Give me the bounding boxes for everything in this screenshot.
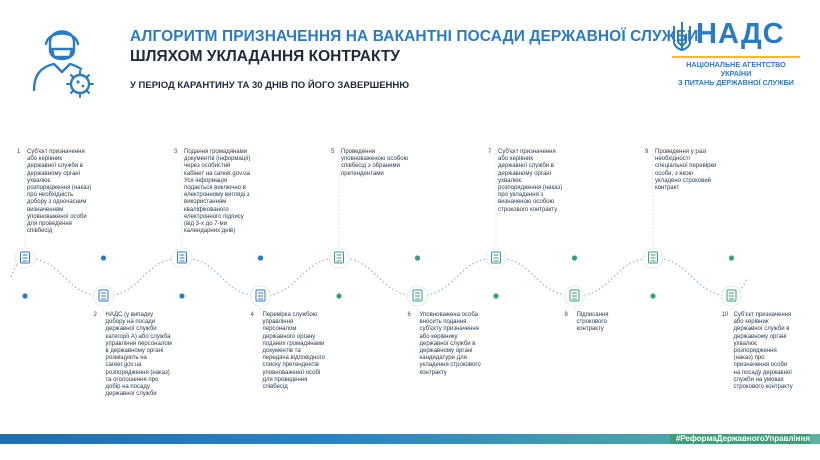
step-number: 7 bbox=[488, 149, 492, 155]
step-text: Підписання строкового контракту bbox=[576, 312, 609, 333]
logo-subtitle-line1: НАЦІОНАЛЬНЕ АГЕНТСТВО УКРАЇНИ bbox=[686, 60, 786, 78]
step-dot bbox=[572, 255, 577, 260]
step-dot bbox=[650, 293, 655, 298]
footer-hashtag: #РеформаДержавногоУправління bbox=[670, 434, 810, 444]
footer bbox=[0, 434, 820, 444]
step-text: Проведення уповноваженою особою співбесід з обраними претендентами bbox=[341, 149, 409, 177]
step-text: Перевірка службою управління персоналом державного органу поданих громадянами документів та передача відповідного списку претендентів уповноваженої особі для проведення співбесід bbox=[262, 312, 326, 391]
step-number: 4 bbox=[250, 312, 254, 318]
timeline-wave bbox=[11, 258, 748, 296]
step-dot bbox=[22, 293, 27, 298]
step-number: 3 bbox=[174, 149, 178, 155]
step-text: Суб'єкт призначення або керівник державної служби в державному органі ухвалює розпорядження (наказ) про призначення особи на посаду державної служби на умовах строкового контракту bbox=[733, 312, 793, 391]
step-text: НАДС (у випадку добору на посади державної служби категорії А) або служба управління персоналом в державному органі розміщують на career.gov.ua розпорядження (наказ) та оголошення про добір на посаду державної служби bbox=[105, 312, 172, 398]
page-title-line1: АЛГОРИТМ ПРИЗНАЧЕННЯ НА ВАКАНТНІ ПОСАДИ ДЕРЖАВНОЇ СЛУЖБИ bbox=[130, 28, 699, 45]
step-text: Суб'єкт призначення або керівник державної служби в державному органі ухвалює розпорядження (наказ) про необхідність добору з одночасним визначенням уповноваженої особи для проведення співбесід bbox=[27, 149, 92, 235]
step-number: 1 bbox=[17, 149, 21, 155]
step-text: Суб'єкт призначення або керівник державної служби в державному органі ухвалює розпорядження (наказ) про укладення з визначеною особою строкового контракту bbox=[498, 149, 563, 213]
step-text: Проведення у разі необхідності спеціальної перевірки особи, з якою укладено строковий контракт bbox=[655, 149, 717, 192]
step-text: Уповноважена особа вносить подання суб'єкту призначення або керівнику державної служби в державному органі кандидатури для укладення строкового контракту bbox=[419, 312, 481, 376]
logo-name: НАДС bbox=[696, 18, 785, 50]
step-number: 9 bbox=[645, 149, 649, 155]
step-dot bbox=[493, 293, 498, 298]
step-text: Подання громадянами документів (інформації) через особистий кабінет на career.gov.ua Уся інформація подається виключно в електронному вигляді з використанням кваліфікованого електронного підпису (від 3-х до 7-ми календарних днів) bbox=[184, 149, 251, 235]
step-number: 10 bbox=[721, 312, 729, 318]
step-dot bbox=[729, 255, 734, 260]
step-dot bbox=[415, 255, 420, 260]
page-title-line2: ШЛЯХОМ УКЛАДАННЯ КОНТРАКТУ bbox=[130, 48, 400, 65]
step-number: 5 bbox=[331, 149, 335, 155]
step-number: 2 bbox=[93, 312, 97, 318]
step-dot bbox=[336, 293, 341, 298]
logo-subtitle-line2: З ПИТАНЬ ДЕРЖАВНОЇ СЛУЖБИ bbox=[678, 78, 794, 87]
step-dot bbox=[179, 293, 184, 298]
step-number: 6 bbox=[407, 312, 411, 318]
page-subtitle: У ПЕРІОД КАРАНТИНУ ТА 30 ДНІВ ПО ЙОГО ЗАВЕРШЕННЮ bbox=[130, 80, 410, 91]
step-dot bbox=[101, 255, 106, 260]
step-dot bbox=[258, 255, 263, 260]
step-number: 8 bbox=[564, 312, 568, 318]
